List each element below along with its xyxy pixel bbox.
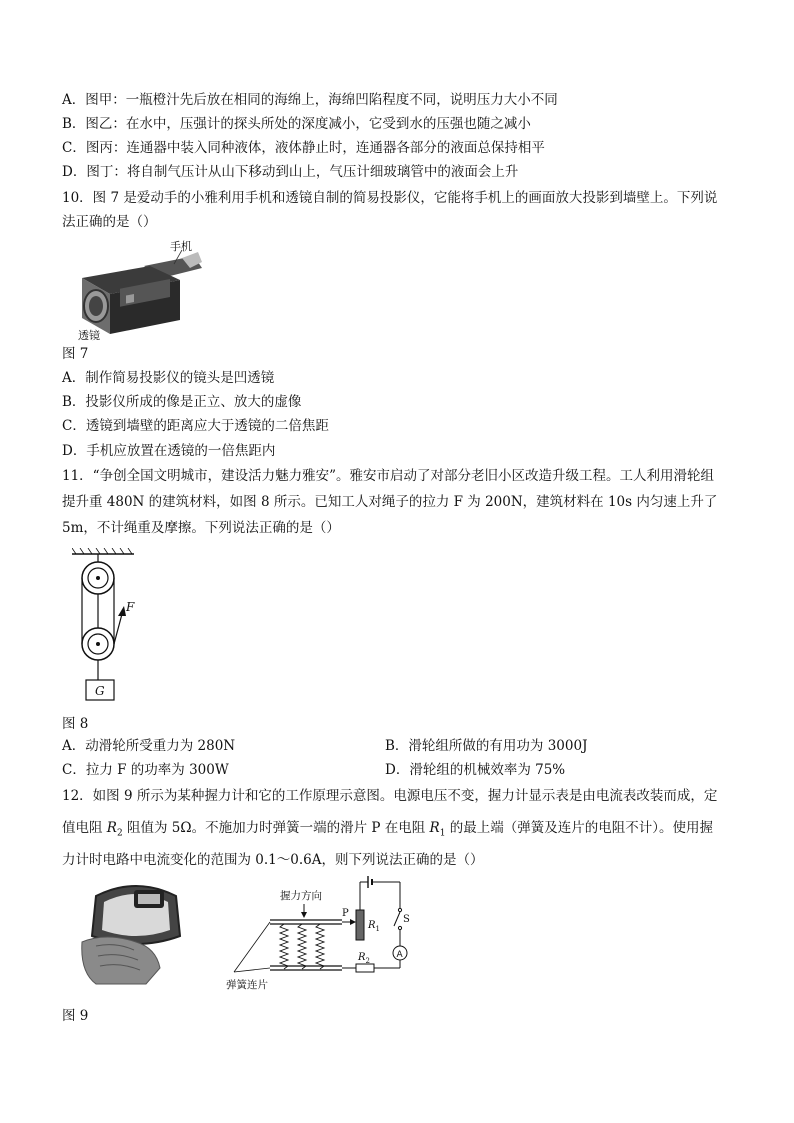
q11-stem-line1: 11．“争创全国文明城市，建设活力魅力雅安”。雅安市启动了对部分老旧小区改造升级工程。工人利用滑轮组	[62, 468, 714, 484]
var-r2-sub: 2	[116, 828, 123, 839]
svg-text:R1	[367, 920, 380, 933]
q10-option-d: D．手机应放置在透镜的一倍焦距内	[62, 443, 276, 459]
var-r2: R	[106, 820, 117, 836]
label-switch-s: S	[403, 914, 410, 925]
label-slider-p: P	[342, 908, 349, 919]
label-lens: 透镜	[78, 329, 100, 342]
label-phone: 手机	[170, 240, 192, 253]
var-r1-sub: 1	[439, 828, 446, 839]
grip-meter-photo	[76, 876, 196, 986]
q12-stem-line2-part3: 的最上端（弹簧及连片的电阻不计）。使用握	[445, 820, 713, 836]
q12-stem-line2-part2: 阻值为 5Ω。不施加力时弹簧一端的滑片 P 在电阻	[122, 820, 430, 836]
q11-option-c: C．拉力 F 的功率为 300W	[62, 762, 229, 778]
q11-option-b: B．滑轮组所做的有用功为 3000J	[385, 738, 588, 754]
label-r2-sub: 2	[365, 957, 370, 965]
q12-stem-line2	[62, 818, 713, 844]
pulley-figure	[72, 548, 152, 704]
q10-option-b: B．投影仪所成的像是正立、放大的虚像	[62, 394, 302, 410]
q10-option-a: A．制作简易投影仪的镜头是凹透镜	[62, 370, 275, 386]
label-r1-sub: 1	[375, 925, 380, 933]
q12-stem-line1: 12．如图 9 所示为某种握力计和它的工作原理示意图。电源电压不变，握力计显示表是由电流表改装而成，定	[62, 788, 718, 804]
figure7-caption: 图 7	[62, 346, 89, 362]
label-grip-direction: 握力方向	[280, 890, 322, 902]
q12-stem-line3: 力计时电路中电流变化的范围为 0.1～0.6A，则下列说法正确的是（）	[62, 852, 484, 868]
svg-text:R2	[357, 952, 370, 965]
q11-option-a: A．动滑轮所受重力为 280N	[62, 738, 236, 754]
figure8-caption: 图 8	[62, 716, 89, 732]
q10-stem-line2: 法正确的是（）	[62, 214, 157, 230]
var-r1: R	[429, 820, 440, 836]
q10-stem-line1: 10．图 7 是爱动手的小雅利用手机和透镜自制的简易投影仪，它能将手机上的画面放大投影到墙壁上。下列说	[62, 190, 718, 206]
q9-option-d: D．图丁：将自制气压计从山下移动到山上，气压计细玻璃管中的液面会上升	[62, 164, 519, 180]
q9-option-b: B．图乙：在水中，压强计的探头所处的深度减小，它受到水的压强也随之减小	[62, 116, 531, 132]
q11-option-d: D．滑轮组的机械效率为 75%	[385, 762, 566, 778]
q10-option-c: C．透镜到墙壁的距离应大于透镜的二倍焦距	[62, 418, 329, 434]
projector-figure	[62, 238, 212, 342]
q9-option-c: C．图丙：连通器中装入同种液体，液体静止时，连通器各部分的液面总保持相平	[62, 140, 545, 156]
figure9-caption: 图 9	[62, 1008, 89, 1024]
label-r1: R	[368, 920, 376, 931]
label-r2: R	[358, 952, 366, 963]
q11-stem-line2: 提升重 480N 的建筑材料，如图 8 所示。已知工人对绳子的拉力 F 为 200N，建筑材料在 10s 内匀速上升了	[62, 494, 718, 510]
label-force-f: F	[126, 600, 135, 614]
q12-stem-line2-part1: 值电阻	[62, 820, 107, 836]
label-weight-g: G	[95, 684, 105, 698]
circuit-diagram	[222, 872, 422, 994]
q9-option-a: A．图甲：一瓶橙汁先后放在相同的海绵上，海绵凹陷程度不同，说明压力大小不同	[62, 92, 558, 108]
q11-stem-line3: 5m，不计绳重及摩擦。下列说法正确的是（）	[62, 520, 340, 536]
label-ammeter: A	[396, 950, 403, 960]
label-spring: 弹簧连片	[226, 979, 268, 991]
